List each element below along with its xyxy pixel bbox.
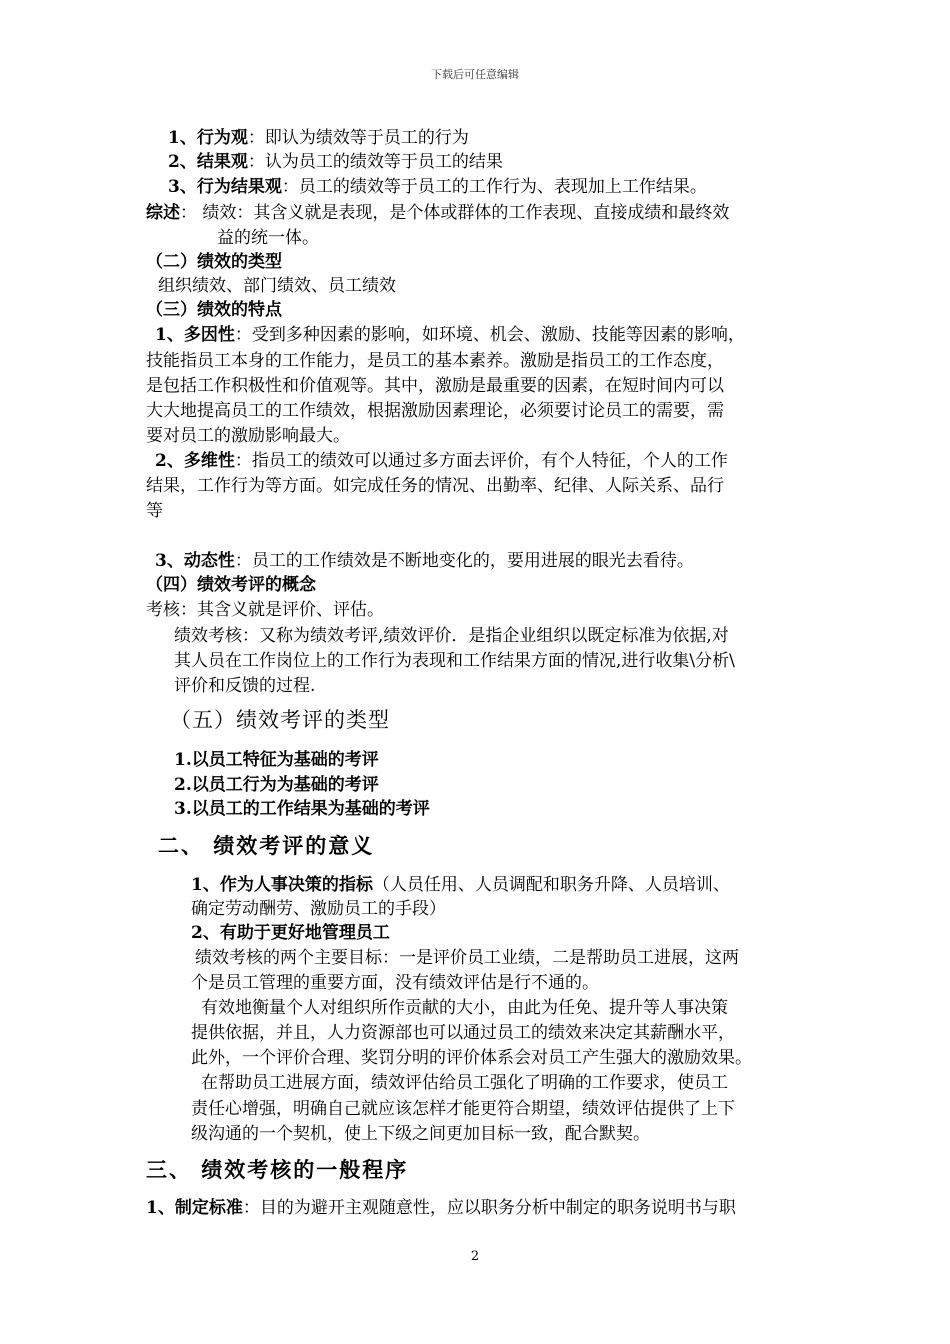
line-26: 3.以员工的工作结果为基础的考评 [174, 799, 430, 819]
line-32: 个是员工管理的重要方面，没有绩效评估是行不通的。 [191, 973, 599, 993]
line-17: 3、动态性：员工的工作绩效是不断地变化的，要用进展的眼光去看待。 [155, 551, 694, 571]
line-35: 此外，一个评价合理、奖罚分明的评价体系会对员工产生强大的激励效果。 [191, 1048, 752, 1068]
line-20: 绩效考核：又称为绩效考评,绩效评价．是指企业组织以既定标准为依据,对 [174, 626, 729, 646]
line-1: 1、行为观：即认为绩效等于员工的行为 [168, 128, 469, 148]
line-40: 1、制定标准：目的为避开主观随意性，应以职务分析中制定的职务说明书与职 [146, 1198, 736, 1218]
line-29: 确定劳动酬劳、激励员工的手段） [191, 899, 446, 919]
line-19: 考核：其含义就是评价、评估。 [146, 600, 384, 620]
line-24: 1.以员工特征为基础的考评 [174, 750, 379, 770]
line-15: 结果，工作行为等方面。如完成任务的情况、出勤率、纪律、人际关系、品行 [146, 476, 724, 496]
line-33: 有效地衡量个人对组织所作贡献的大小，由此为任免、提升等人事决策 [201, 998, 728, 1018]
line-34: 提供依据，并且，人力资源部也可以通过员工的绩效来决定其薪酬水平， [191, 1023, 735, 1043]
line-22: 评价和反馈的过程. [174, 676, 316, 696]
line-2: 2、结果观：认为员工的绩效等于员工的结果 [168, 152, 503, 172]
line-7: 组织绩效、部门绩效、员工绩效 [158, 276, 396, 296]
section-title-assessment-types: （五）绩效考评的类型 [170, 708, 390, 732]
line-30: 2、有助于更好地管理员工 [191, 923, 390, 943]
line-3: 3、行为结果观：员工的绩效等于员工的工作行为、表现加上工作结果。 [168, 177, 707, 197]
line-10: 技能指员工本身的工作能力，是员工的基本素养。激励是指员工的工作态度， [146, 351, 724, 371]
line-14: 2、多维性：指员工的绩效可以通过多方面去评价，有个人特征，个人的工作 [155, 451, 728, 471]
line-36: 在帮助员工进展方面，绩效评估给员工强化了明确的工作要求，使员工 [201, 1073, 728, 1093]
line-5: 益的统一体。 [217, 228, 319, 248]
line-4: 综述： 绩效：其含义就是表现，是个体或群体的工作表现、直接成绩和最终效 [146, 203, 730, 223]
line-38: 级沟通的一个契机，使上下级之间更加目标一致，配合默契。 [191, 1124, 650, 1144]
section-title-concept: （四）绩效考评的概念 [146, 575, 316, 595]
page-number: 2 [470, 1249, 480, 1264]
line-21: 其人员在工作岗位上的工作行为表现和工作结果方面的情况,进行收集\分析\ [174, 651, 735, 671]
chapter-title-procedure: 三、 绩效考核的一般程序 [146, 1157, 409, 1182]
section-title-types: （二）绩效的类型 [146, 252, 282, 272]
line-16: 等 [146, 501, 163, 521]
line-13: 要对员工的激励影响最大。 [146, 426, 350, 446]
line-31: 绩效考核的两个主要目标：一是评价员工业绩，二是帮助员工进展，这两 [195, 948, 739, 968]
line-11: 是包括工作积极性和价值观等。其中，激励是最重要的因素，在短时间内可以 [146, 376, 724, 396]
line-25: 2.以员工行为为基础的考评 [174, 775, 379, 795]
line-12: 大大地提高员工的工作绩效，根据激励因素理论，必须要讨论员工的需要，需 [146, 401, 724, 421]
line-37: 责任心增强，明确自己就应该怎样才能更符合期望，绩效评估提供了上下 [191, 1099, 735, 1119]
line-9: 1、多因性：受到多种因素的影响，如环境、机会、激励、技能等因素的影响， [155, 325, 745, 345]
line-28: 1、作为人事决策的指标（人员任用、人员调配和职务升降、人员培训、 [191, 875, 730, 895]
chapter-title-significance: 二、 绩效考评的意义 [158, 833, 375, 858]
section-title-features: （三）绩效的特点 [146, 300, 282, 320]
page-header: 下载后可任意编辑 [431, 68, 519, 81]
